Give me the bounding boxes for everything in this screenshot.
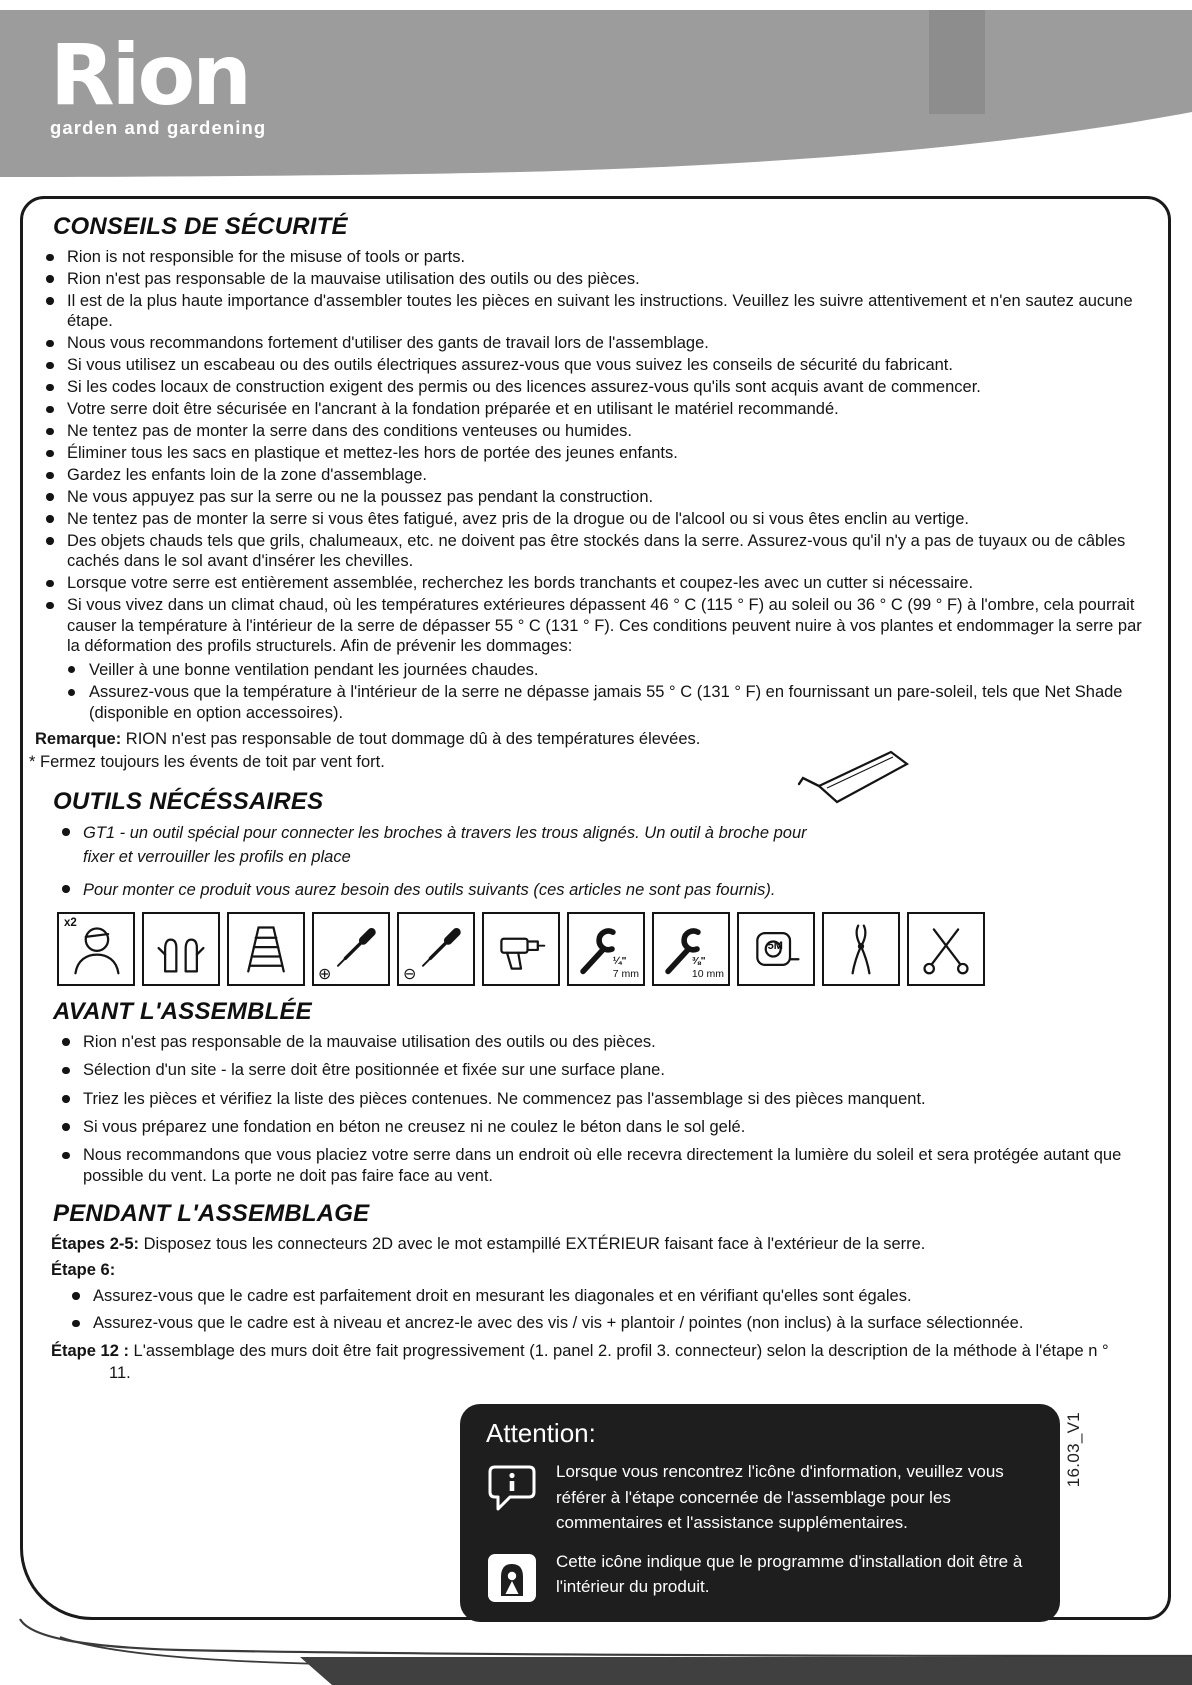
wrench-large-icon [652,912,730,986]
indoor-installation-icon [486,1552,538,1604]
person-with-glasses-glyph [68,921,124,977]
before-item: Triez les pièces et vérifiez la liste des pièces contenues. Ne commencez pas l'assemblage si des pièces manquent. [53,1089,1144,1109]
scissors-glyph [918,921,974,977]
wrench-small-icon [567,912,645,986]
security-item: Si vous vivez dans un climat chaud, où les températures extérieures dépassent 46 ° C (115 ° F) au soleil ou 36 ° C (99 ° F) à l'ombre, cela pourrait causer la température à l'intérieur de la serre de dépasser 55 ° C (131 ° F). Ces conditions peuvent nuire à vos plantes et endommager la serre par la déformation des profils structurels. Afin de prévenir les dommages: [37,595,1144,656]
steps-2-5-text: Disposez tous les connecteurs 2D avec le mot estampillé EXTÉRIEUR faisant face à l'extérieur de la serre. [143,1235,926,1254]
attention-install-text: Cette icône indique que le programme d'installation doit être à l'intérieur du produit. [556,1551,1023,1597]
security-item: Si vous utilisez un escabeau ou des outils électriques assurez-vous que vous suivez les conseils de sécurité du fabricant. [37,355,1144,375]
security-item: Éliminer tous les sacs en plastique et mettez-les hors de portée des jeunes enfants. [37,443,1144,463]
steps-2-5-label: Étapes 2-5: [51,1235,140,1254]
step-ladder-icon [227,912,305,986]
brand-logo-text: Rion [50,26,249,124]
tools-icons-row [57,912,1144,986]
step-12-label: Étape 12 : [51,1341,129,1360]
attention-info-text: Lorsque vous rencontrez l'icône d'information, veuillez vous référer à l'étape concernée de l'assemblage pour les commentaires et l'assistance supplémentaires. [556,1462,1004,1533]
steps-2-5 [51,1234,1144,1256]
safety-glasses-icon [57,912,135,986]
security-item: Si les codes locaux de construction exigent des permis ou des licences assurez-vous qu'ils sont acquis avant de commencer. [37,377,1144,397]
tools-item: Pour monter ce produit vous aurez besoin des outils suivants (ces articles ne sont pas fournis). [53,879,813,903]
information-icon [486,1462,538,1514]
security-item: Des objets chauds tels que grils, chalumeaux, etc. ne doivent pas être stockés dans la serre. Assurez-vous qu'il n'y a pas de tuyaux ou de câbles cachés dans le sol avant d'insérer les chevilles. [37,531,1144,572]
remark [35,729,1144,750]
step-item: Assurez-vous que le cadre est à niveau et ancrez-le avec des vis / vis + plantoir / pointes (non inclus) à la surface sélectionnée. [63,1313,1144,1333]
remark-label: Remarque: [35,729,122,748]
step-6-label: Étape 6: [51,1261,116,1280]
security-item: Rion n'est pas responsable de la mauvaise utilisation des outils ou des pièces. [37,269,1144,289]
roof-vent-footnote: * Fermez toujours les évents de toit par vent fort. [29,753,385,772]
phillips-symbol: ⊕ [318,965,332,983]
section-title-security: CONSEILS DE SÉCURITÉ [53,213,348,240]
step-12-text: L'assemblage des murs doit être fait progressivement (1. panel 2. profil 3. connecteur) selon la description de la méthode à l'étape n ° 11. [109,1341,1109,1382]
step-6 [51,1260,1144,1282]
content-frame [20,196,1171,1620]
phillips-screwdriver-icon [312,912,390,986]
step-item: Assurez-vous que le cadre est parfaitement droit en mesurant les diagonales et en vérifiant qu'elles sont égales. [63,1286,1144,1306]
security-item: Il est de la plus haute importance d'assembler toutes les pièces en suivant les instructions. Veuillez les suivre attentivement et n'en sautez aucune étape. [37,291,1144,332]
before-item: Si vous préparez une fondation en béton ne creusez ni ne coulez le béton dans le sol gelé. [53,1117,1144,1137]
security-item: Votre serre doit être sécurisée en l'ancrant à la fondation préparée et en utilisant le matériel recommandé. [37,399,1144,419]
security-item: Ne tentez pas de monter la serre dans des conditions venteuses ou humides. [37,421,1144,441]
gloves-glyph [153,921,209,977]
quantity-label: x2 [64,916,77,929]
tools-list [53,822,813,903]
wrench-size-label: ⅜" 10 mm [691,955,724,980]
pliers-glyph [833,921,889,977]
version-label: 16.03_V1 [1064,1412,1083,1488]
brand-tagline: garden and gardening [50,117,267,139]
security-item: Ne tentez pas de monter la serre si vous êtes fatigué, avez pris de la drogue ou de l'alcool ou si vous êtes enclin au vertige. [37,509,1144,529]
pliers-icon [822,912,900,986]
power-drill-icon [482,912,560,986]
footer-band [0,1605,1192,1685]
before-item: Nous recommandons que vous placiez votre serre dans un endroit où elle recevra directement la lumière du soleil et sera protégée autant que possible du vent. La porte ne doit pas faire face au vent. [53,1145,1144,1186]
flat-screwdriver-icon [397,912,475,986]
security-item: Gardez les enfants loin de la zone d'assemblage. [37,465,1144,485]
security-item: Lorsque votre serre est entièrement assemblée, recherchez les bords tranchants et coupez-les avec un cutter si nécessaire. [37,573,1144,593]
before-assembly-list [53,1032,1144,1187]
tools-item: GT1 - un outil spécial pour connecter les broches à travers les trous alignés. Un outil à broche pour fixer et verrouiller les profils en place [53,822,813,870]
gt1-pin-tool-illustration [793,744,923,822]
ladder-glyph [238,921,294,977]
security-item: Ne vous appuyez pas sur la serre ou ne la poussez pas pendant la construction. [37,487,1144,507]
attention-panel [460,1404,1060,1622]
section-title-during-assembly: PENDANT L'ASSEMBLAGE [53,1200,370,1228]
brand-logo [50,26,267,139]
security-list [37,247,1144,657]
section-title-before-assembly: AVANT L'ASSEMBLÉE [53,997,312,1025]
security-sub-list [59,660,1144,723]
before-item: Sélection d'un site - la serre doit être positionnée et fixée sur une surface plane. [53,1060,1144,1080]
work-gloves-icon [142,912,220,986]
security-item: Rion is not responsible for the misuse of tools or parts. [37,247,1144,267]
wrench-size-label: ¼" 7 mm [612,955,639,980]
security-sub-item: Veiller à une bonne ventilation pendant les journées chaudes. [59,660,1144,680]
tape-measure-icon [737,912,815,986]
section-title-tools: OUTILS NÉCÉSSAIRES [53,787,324,815]
step-6-list [63,1286,1144,1334]
step-12 [51,1341,1111,1385]
scissors-icon [907,912,985,986]
slot-symbol: ⊖ [403,965,417,983]
tape-length-label: 5M [767,939,783,952]
before-item: Rion n'est pas responsable de la mauvaise utilisation des outils ou des pièces. [53,1032,1144,1052]
attention-install-row [486,1549,1036,1604]
attention-title: Attention: [486,1418,596,1449]
security-item: Nous vous recommandons fortement d'utiliser des gants de travail lors de l'assemblage. [37,333,1144,353]
drill-glyph [493,921,549,977]
remark-text: RION n'est pas responsable de tout dommage dû à des températures élevées. [125,729,701,748]
attention-info-row [486,1459,1036,1536]
security-sub-item: Assurez-vous que la température à l'intérieur de la serre ne dépasse jamais 55 ° C (131 ° F) en fournissant un pare-soleil, tels que Net Shade (disponible en option accessoires). [59,682,1144,723]
